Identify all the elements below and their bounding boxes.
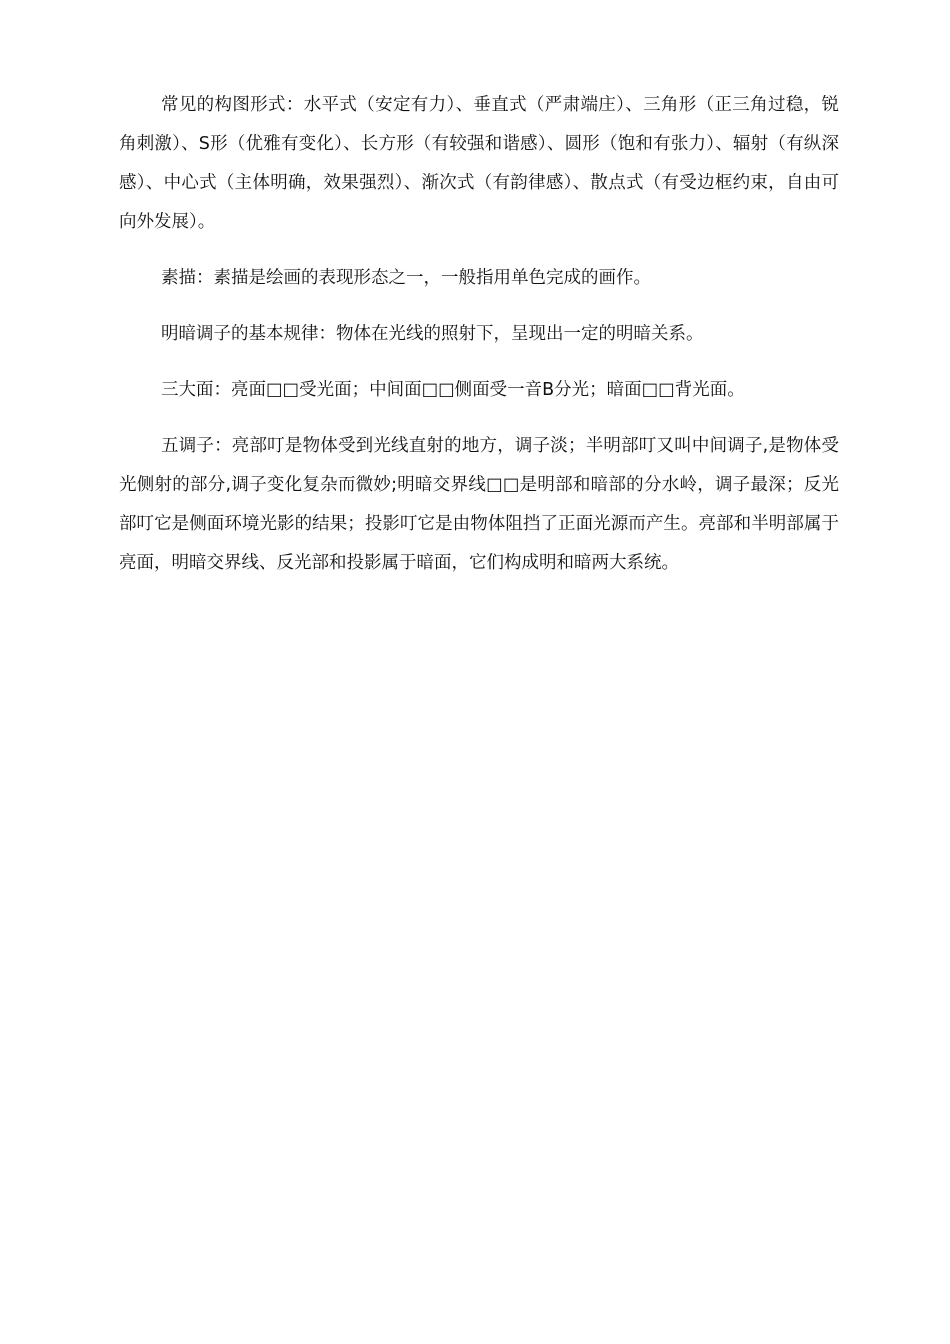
paragraph-composition-forms: 常见的构图形式：水平式（安定有力）、垂直式（严肃端庄）、三角形（正三角过稳，锐角刺激）、S形（优雅有变化）、长方形（有较强和谐感）、圆形（饱和有张力）、辐射（有纵深感）、中心式（主体明确，效果强烈）、渐次式（有韵律感）、散点式（有受边框约束，自由可向外发展）。: [119, 95, 839, 232]
paragraph-sketch-definition: 素描：素描是绘画的表现形态之一，一般指用单色完成的画作。: [161, 268, 651, 288]
paragraph-three-planes: 三大面：亮面□□受光面；中间面□□侧面受一音B分光；暗面□□背光面。: [161, 380, 745, 400]
document-body: [119, 86, 839, 583]
paragraph-light-shade-rule: 明暗调子的基本规律：物体在光线的照射下，呈现出一定的明暗关系。: [161, 324, 704, 344]
paragraph-five-tones: 五调子：亮部叮是物体受到光线直射的地方，调子淡；半明部叮又叫中间调子,是物体受光侧射的部分,调子变化复杂而微妙;明暗交界线□□是明部和暗部的分水岭，调子最深；反光部叮它是侧面环境光影的结果；投影叮它是由物体阻挡了正面光源而产生。亮部和半明部属于亮面，明暗交界线、反光部和投影属于暗面，它们构成明和暗两大系统。: [119, 436, 839, 573]
